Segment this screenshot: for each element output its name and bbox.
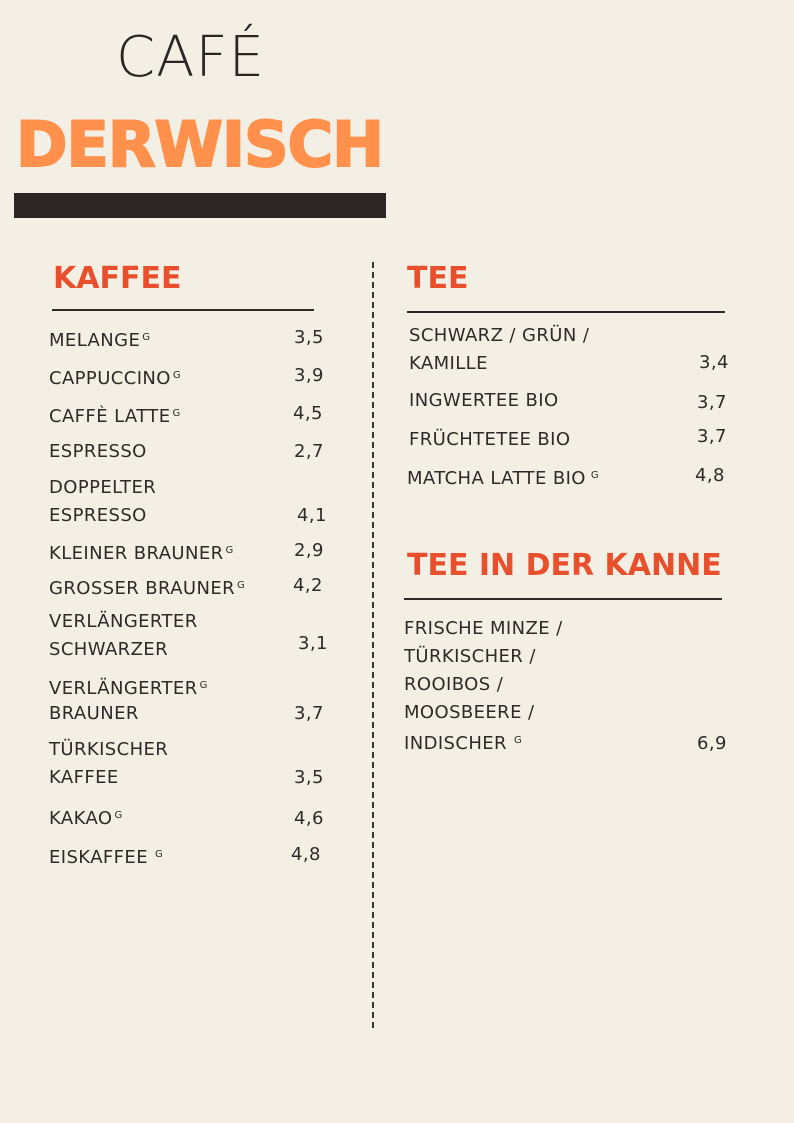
item-name: MATCHA LATTE BIO (407, 468, 586, 489)
item-name: GROSSER BRAUNER (49, 578, 236, 599)
item-name: VERLÄNGERTER (49, 678, 198, 699)
item-name-line2: ESPRESSO (49, 505, 147, 526)
item-name-line2: SCHWARZER (49, 639, 168, 660)
item-name: CAFFÈ LATTE (49, 406, 171, 427)
item-price: 3,1 (298, 633, 328, 654)
item-mark: G (237, 580, 246, 591)
item-price: 3,5 (294, 767, 324, 788)
section-rule-tee (407, 311, 725, 313)
item-name: DOPPELTER (49, 477, 157, 498)
item-name: MELANGE (49, 330, 141, 351)
column-divider (372, 262, 374, 1028)
item-price: 4,8 (291, 844, 321, 865)
item-price: 4,6 (294, 808, 324, 829)
item-name-line: ROOIBOS / (404, 674, 504, 695)
item-name-line: MOOSBEERE / (404, 702, 535, 723)
title-underline-bar (14, 193, 386, 218)
item-price: 3,9 (294, 365, 324, 386)
item-name-line: TÜRKISCHER / (404, 646, 536, 667)
item-name-line: FRISCHE MINZE / (404, 618, 563, 639)
item-name-line: INDISCHER (404, 733, 507, 754)
item-mark: G (199, 680, 208, 691)
item-name: INGWERTEE BIO (409, 390, 559, 411)
item-mark: G (513, 735, 523, 746)
item-mark: G (172, 408, 181, 419)
item-name: SCHWARZ / GRÜN / (409, 325, 590, 346)
item-price: 2,9 (294, 540, 324, 561)
section-rule-kanne (404, 598, 722, 600)
item-name: FRÜCHTETEE BIO (409, 429, 571, 450)
item-price: 4,8 (695, 465, 725, 486)
item-mark: G (172, 370, 181, 381)
item-mark: G (154, 849, 164, 860)
section-title-tee: TEE (407, 261, 469, 296)
item-name: VERLÄNGERTER (49, 611, 198, 632)
item-name-line2: BRAUNER (49, 703, 139, 724)
item-mark: G (225, 545, 234, 556)
item-price: 4,5 (293, 403, 323, 424)
item-name-line2: KAFFEE (49, 767, 119, 788)
cafe-title-top: CAFÉ (116, 25, 266, 90)
item-price: 3,5 (294, 327, 324, 348)
section-title-kanne: TEE IN DER KANNE (407, 548, 722, 583)
item-price: 2,7 (294, 441, 324, 462)
item-price: 3,4 (699, 352, 729, 373)
item-name-line2: KAMILLE (409, 353, 488, 374)
item-price: 4,2 (293, 575, 323, 596)
item-mark: G (590, 470, 600, 481)
item-mark: G (142, 332, 151, 343)
section-rule-kaffee (52, 309, 314, 311)
item-name: ESPRESSO (49, 441, 147, 462)
item-name: CAPPUCCINO (49, 368, 171, 389)
section-title-kaffee: KAFFEE (53, 261, 182, 296)
item-name: KLEINER BRAUNER (49, 543, 224, 564)
item-price: 4,1 (297, 505, 327, 526)
item-price: 3,7 (697, 392, 727, 413)
item-price: 6,9 (697, 733, 727, 754)
cafe-title-main: DERWISCH (16, 108, 384, 181)
item-price: 3,7 (697, 426, 727, 447)
item-name: EISKAFFEE (49, 847, 148, 868)
item-name: TÜRKISCHER (49, 739, 169, 760)
item-mark: G (114, 810, 123, 821)
item-name: KAKAO (49, 808, 113, 829)
item-price: 3,7 (294, 703, 324, 724)
